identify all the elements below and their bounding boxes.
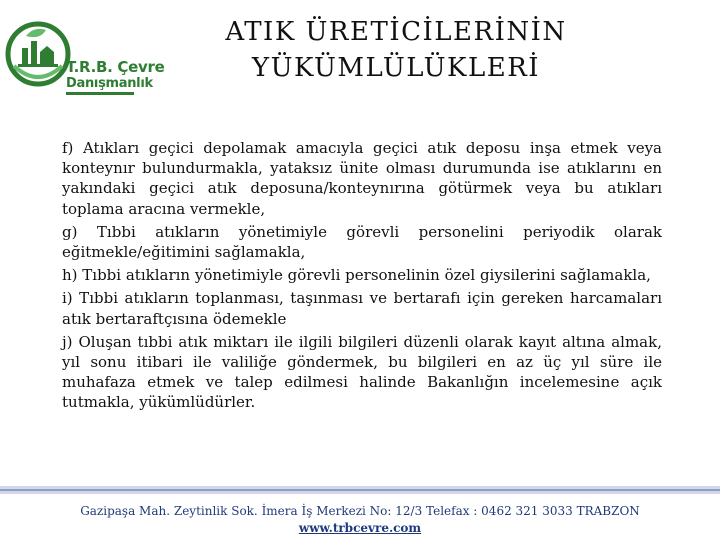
obligations-list <box>62 138 662 416</box>
obligation-item-j: j) Oluşan tıbbi atık miktarı ile ilgili bilgileri düzenli olarak kayıt altına almak, yıl sonu itibari ile valiliğe göndermek, bu bilgileri en az üç yıl süre ile muhafaza etmek ve talep edilmesi halinde Bakanlığın incelemesine açık tutmakla, yükümlüdürler. <box>62 332 662 412</box>
footer-divider-line <box>0 489 720 491</box>
company-logo <box>4 8 164 96</box>
page-title <box>196 14 596 86</box>
footer-website-link[interactable]: www.trbcevre.com <box>298 521 422 535</box>
footer-address: Gazipaşa Mah. Zeytinlik Sok. İmera İş Merkezi No: 12/3 Telefax : 0462 321 3033 TRABZON <box>80 504 640 518</box>
obligation-item-g: g) Tıbbi atıkların yönetimiyle görevli personelini periyodik olarak eğitmekle/eğitimini sağlamakla, <box>62 222 662 262</box>
page-title-line-1: ATIK ÜRETİCİLERİNİN <box>225 17 567 47</box>
page-title-line-2: YÜKÜMLÜLÜKLERİ <box>251 53 541 83</box>
obligation-item-i: i) Tıbbi atıkların toplanması, taşınması ve bertarafı için gereken harcamaları atık bertaraftçısına ödemekle <box>62 289 662 328</box>
logo-underline <box>66 92 134 95</box>
footer <box>0 503 720 536</box>
obligation-item-h: h) Tıbbi atıkların yönetimiyle görevli personelinin özel giysilerini sağlamakla, <box>62 266 651 285</box>
logo-company-subtitle: Danışmanlık <box>66 76 153 91</box>
obligation-item-f: f) Atıkları geçici depolamak amacıyla geçici atık deposu inşa etmek veya konteynır bulundurmakla, yataksız ünite olması durumunda ise atıklarını en yakındaki geçici atık deposuna/konteynırına götürmek veya bu atıkları toplama aracına vermekle, <box>62 139 662 218</box>
logo-company-name: T.R.B. Çevre <box>66 58 165 76</box>
